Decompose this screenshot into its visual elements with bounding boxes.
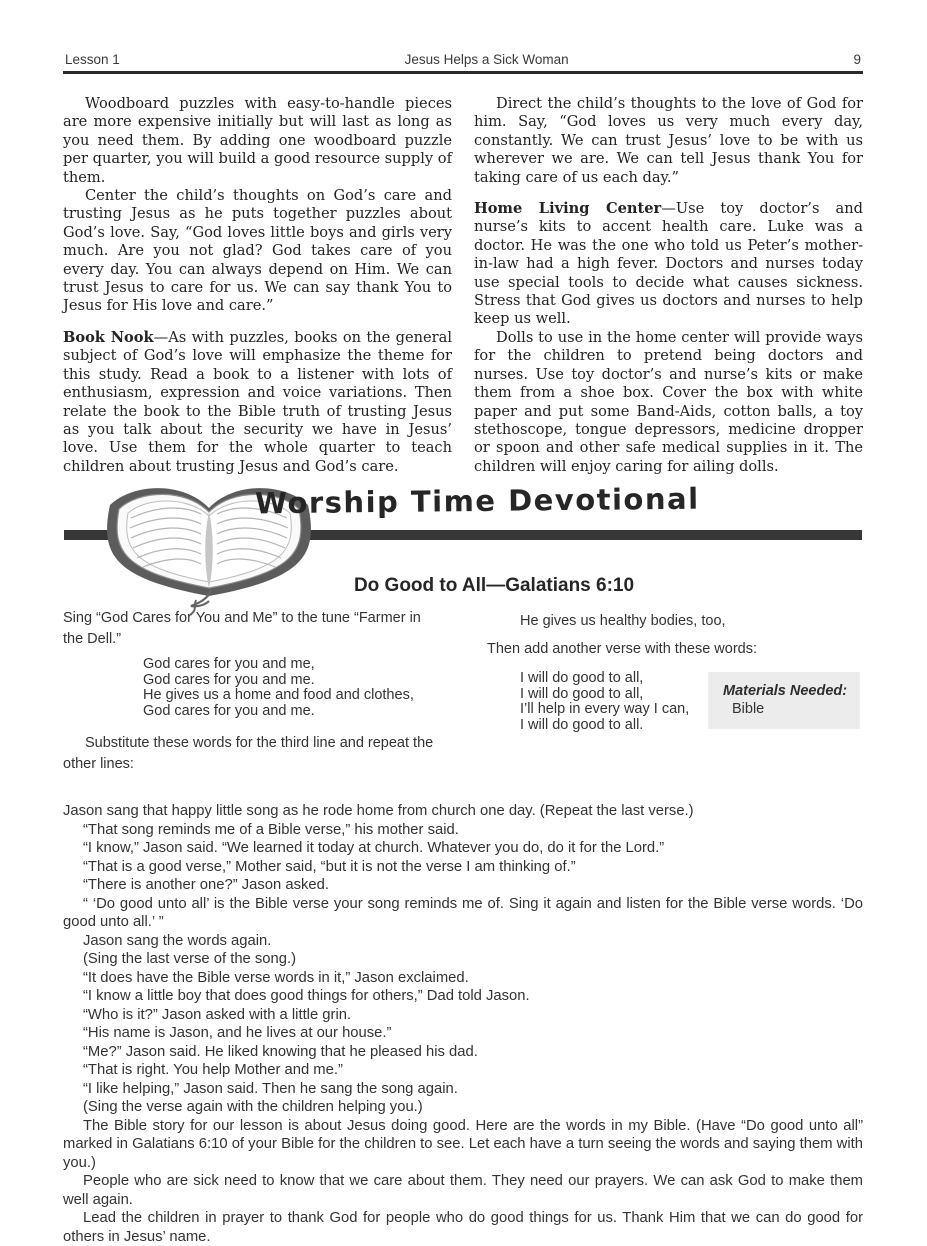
devotional-section-title: Do Good to All—Galatians 6:10 — [353, 575, 635, 597]
page-number: 9 — [853, 52, 861, 67]
verse-one — [143, 657, 451, 719]
worship-content — [63, 608, 863, 784]
verse-line: I will do good to all, — [520, 670, 644, 687]
story-paragraph: “That is right. You help Mother and me.” — [83, 1062, 343, 1079]
lesson-number: Lesson 1 — [65, 52, 120, 67]
paragraph-direct-thoughts: Direct the child’s thoughts to the love of God for him. Say, “God loves us very much every day, constantly. We can trust Jesus’ love to be with us wherever we are. We can tell Jesus thank You for taking care of us each day.” — [474, 95, 863, 186]
left-column — [63, 95, 452, 476]
verse-line: God cares for you and me. — [143, 671, 315, 688]
paragraph-center-thoughts: Center the child’s thoughts on God’s care and trusting Jesus as he puts together puzzles about God’s love. Say, “God loves little boys and girls very much. Are you not glad? God takes care of you every day. You can always depend on Him. We can trust Jesus to care for us. We can say thank You to Jesus for His love and care.” — [63, 187, 452, 315]
header-rule — [63, 71, 863, 74]
story-paragraph: “Me?” Jason said. He liked knowing that he pleased his dad. — [83, 1043, 478, 1060]
story-paragraph: Jason sang that happy little song as he rode home from church one day. (Repeat the last verse.) — [63, 803, 694, 820]
right-column — [474, 95, 863, 476]
story-paragraph: “That song reminds me of a Bible verse,” his mother said. — [83, 821, 459, 838]
materials-needed-box — [708, 672, 860, 729]
paragraph-book-nook — [63, 329, 452, 476]
verse-line: He gives us a home and food and clothes, — [143, 687, 414, 704]
worship-banner — [63, 481, 863, 568]
story-paragraph: (Sing the last verse of the song.) — [83, 951, 297, 968]
add-verse-note: Then add another verse with these words: — [487, 641, 758, 658]
story-paragraph: “ ‘Do good unto all’ is the Bible verse your song reminds me of. Sing it again and listen for the Bible verse words. ‘Do good unto all.’ ” — [63, 895, 863, 931]
teaching-columns — [63, 95, 863, 476]
story-section — [63, 802, 863, 1246]
story-paragraph: “It does have the Bible verse words in it,” Jason exclaimed. — [83, 969, 469, 986]
verse-line: I’ll help in every way I can, — [520, 701, 690, 718]
page-title: Jesus Helps a Sick Woman — [404, 52, 569, 67]
running-head — [65, 52, 861, 67]
story-paragraph: The Bible story for our lesson is about Jesus doing good. Here are the words in my Bible. (Have “Do good unto all” marked in Galatians 6:10 of your Bible for the children to see. Let each have a turn seeing the words and saying them with you.) — [63, 1117, 863, 1171]
home-living-center-text: —Use toy doctor’s and nurse’s kits to accent health care. Luke was a doctor. He was the one who told us Peter’s mother-in-law had a high fever. Doctors and nurses today use special tools to decide what causes sickness. Stress that God gives us doctors and nurses to help keep us well. — [474, 200, 863, 328]
verse-line: I will do good to all. — [520, 716, 644, 733]
sing-intro: Sing “God Cares for You and Me” to the tune “Farmer in the Dell.” — [63, 610, 421, 648]
paragraph-home-living-center — [474, 200, 863, 329]
story-paragraph: Jason sang the words again. — [83, 932, 272, 949]
paragraph-woodboard: Woodboard puzzles with easy-to-handle pieces are more expensive initially but will last as long as you need them. By adding one woodboard puzzle per quarter, you will build a good resource supply of them. — [63, 95, 452, 186]
verse-line: God cares for you and me, — [143, 656, 315, 673]
story-paragraph: (Sing the verse again with the children helping you.) — [83, 1099, 423, 1116]
story-paragraph: “I like helping,” Jason said. Then he sang the song again. — [83, 1080, 458, 1097]
story-paragraph: “Who is it?” Jason asked with a little grin. — [83, 1006, 352, 1023]
story-paragraph: People who are sick need to know that we care about them. They need our prayers. We can ask God to make them well again. — [63, 1173, 863, 1208]
home-living-center-heading: Home Living Center — [474, 200, 662, 218]
story-paragraph: “I know,” Jason said. “We learned it today at church. Whatever you do, do it for the Lord.” — [83, 840, 665, 857]
substitute-line: He gives us healthy bodies, too, — [520, 613, 726, 630]
substitute-note: Substitute these words for the third line and repeat the other lines: — [63, 734, 434, 772]
book-nook-text: —As with puzzles, books on the general subject of God’s love will emphasize the theme for this study. Read a book to a listener with lots of enthusiasm, expression and voice variations. Then relate the book to the Bible truth of trusting Jesus as you talk about the security we have in Jesus’ love. Use them for the whole quarter to teach children about trusting Jesus and God’s care. — [63, 328, 452, 475]
paragraph-dolls: Dolls to use in the home center will provide ways for the children to pretend being doctors and nurses. Use toy doctor’s and nurse’s kits or make them from a shoe box. Cover the box with white paper and put some Band-Aids, cotton balls, a toy stethoscope, tongue depressors, medicine dropper or spoon and other safe medical supplies in it. The children will enjoy caring for ailing dolls. — [474, 328, 863, 475]
materials-needed-label: Materials Needed: — [723, 683, 848, 700]
story-paragraph: “That is a good verse,” Mother said, “but it is not the verse I am thinking of.” — [83, 858, 576, 875]
story-paragraph: “There is another one?” Jason asked. — [83, 877, 329, 894]
worship-right-column — [475, 608, 863, 784]
book-nook-heading: Book Nook — [63, 328, 154, 346]
verse-line: God cares for you and me. — [143, 702, 315, 719]
verse-line: I will do good to all, — [520, 685, 644, 702]
story-paragraph: “His name is Jason, and he lives at our house.” — [83, 1025, 392, 1042]
story-paragraph: Lead the children in prayer to thank God for people who do good things for us. Thank Him that we can do good for others in Jesus’ name. — [63, 1210, 863, 1245]
worship-banner-title: Worship Time Devotional — [254, 481, 700, 521]
story-paragraph: “I know a little boy that does good things for others,” Dad told Jason. — [83, 988, 530, 1005]
worship-left-column — [63, 608, 451, 784]
materials-needed-item: Bible — [732, 701, 765, 718]
